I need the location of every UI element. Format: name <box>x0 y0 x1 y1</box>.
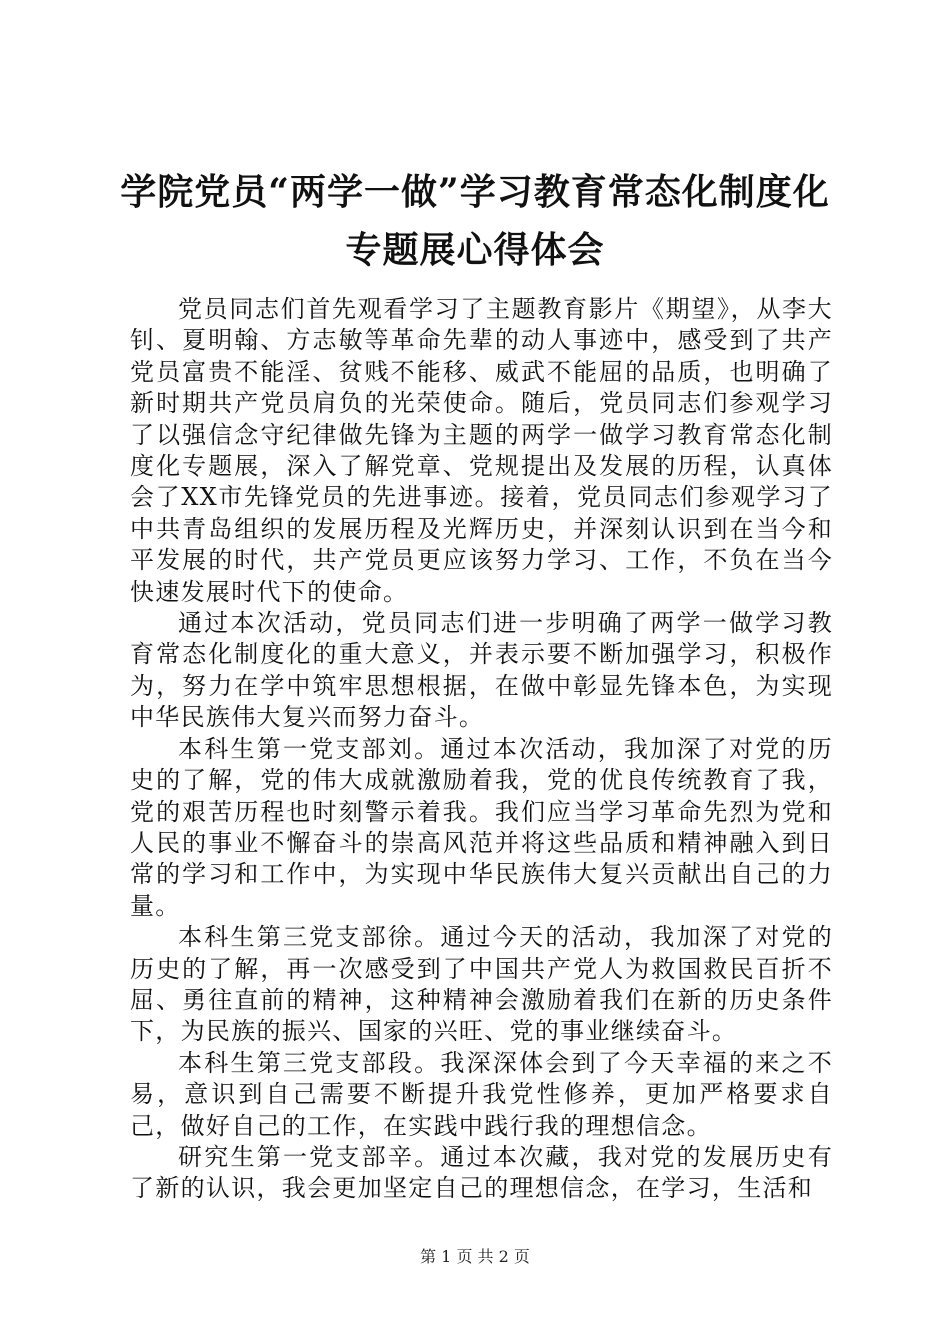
title-line-1: 学院党员“两学一做”学习教育常态化制度化 <box>120 171 830 213</box>
document-title <box>100 163 850 279</box>
paragraph-4: 本科生第三党支部徐。通过今天的活动，我加深了对党的历史的了解，再一次感受到了中国共产党人为救国救民百折不屈、勇往直前的精神，这种精神会激励着我们在新的历史条件下，为民族的振兴、国家的兴旺、党的事业继续奋斗。 <box>130 923 833 1046</box>
paragraph-3: 本科生第一党支部刘。通过本次活动，我加深了对党的历史的了解，党的伟大成就激励着我，党的优良传统教育了我，党的艰苦历程也时刻警示着我。我们应当学习革命先烈为党和人民的事业不懈奋斗的崇高风范并将这些品质和精神融入到日常的学习和工作中，为实现中华民族伟大复兴贡献出自己的力量。 <box>130 734 833 920</box>
paragraph-5: 本科生第三党支部段。我深深体会到了今天幸福的来之不易，意识到自己需要不断提升我党性修养，更加严格要求自己，做好自己的工作，在实践中践行我的理想信念。 <box>130 1048 833 1140</box>
paragraph-1: 党员同志们首先观看学习了主题教育影片《期望》，从李大钊、夏明翰、方志敏等革命先辈的动人事迹中，感受到了共产党员富贵不能淫、贫贱不能移、威武不能屈的品质，也明确了新时期共产党员肩负的光荣使命。随后，党员同志们参观学习了以强信念守纪律做先锋为主题的两学一做学习教育常态化制度化专题展，深入了解党章、党规提出及发展的历程，认真体会了XX市先锋党员的先进事迹。接着，党员同志们参观学习了中共青岛组织的发展历程及光辉历史，并深刻认识到在当今和平发展的时代，共产党员更应该努力学习、工作，不负在当今快速发展时代下的使命。 <box>130 295 833 606</box>
paragraph-6: 研究生第一党支部辛。通过本次藏，我对党的发展历史有了新的认识，我会更加坚定自己的理想信念，在学习，生活和 <box>130 1142 833 1203</box>
paragraph-2: 通过本次活动，党员同志们进一步明确了两学一做学习教育常态化制度化的重大意义，并表示要不断加强学习，积极作为，努力在学中筑牢思想根据，在做中彰显先锋本色，为实现中华民族伟大复兴而努力奋斗。 <box>130 609 833 732</box>
title-line-2: 专题展心得体会 <box>345 229 605 271</box>
document-body <box>130 294 833 1205</box>
page-number-footer: 第 1 页 共 2 页 <box>420 1247 530 1266</box>
